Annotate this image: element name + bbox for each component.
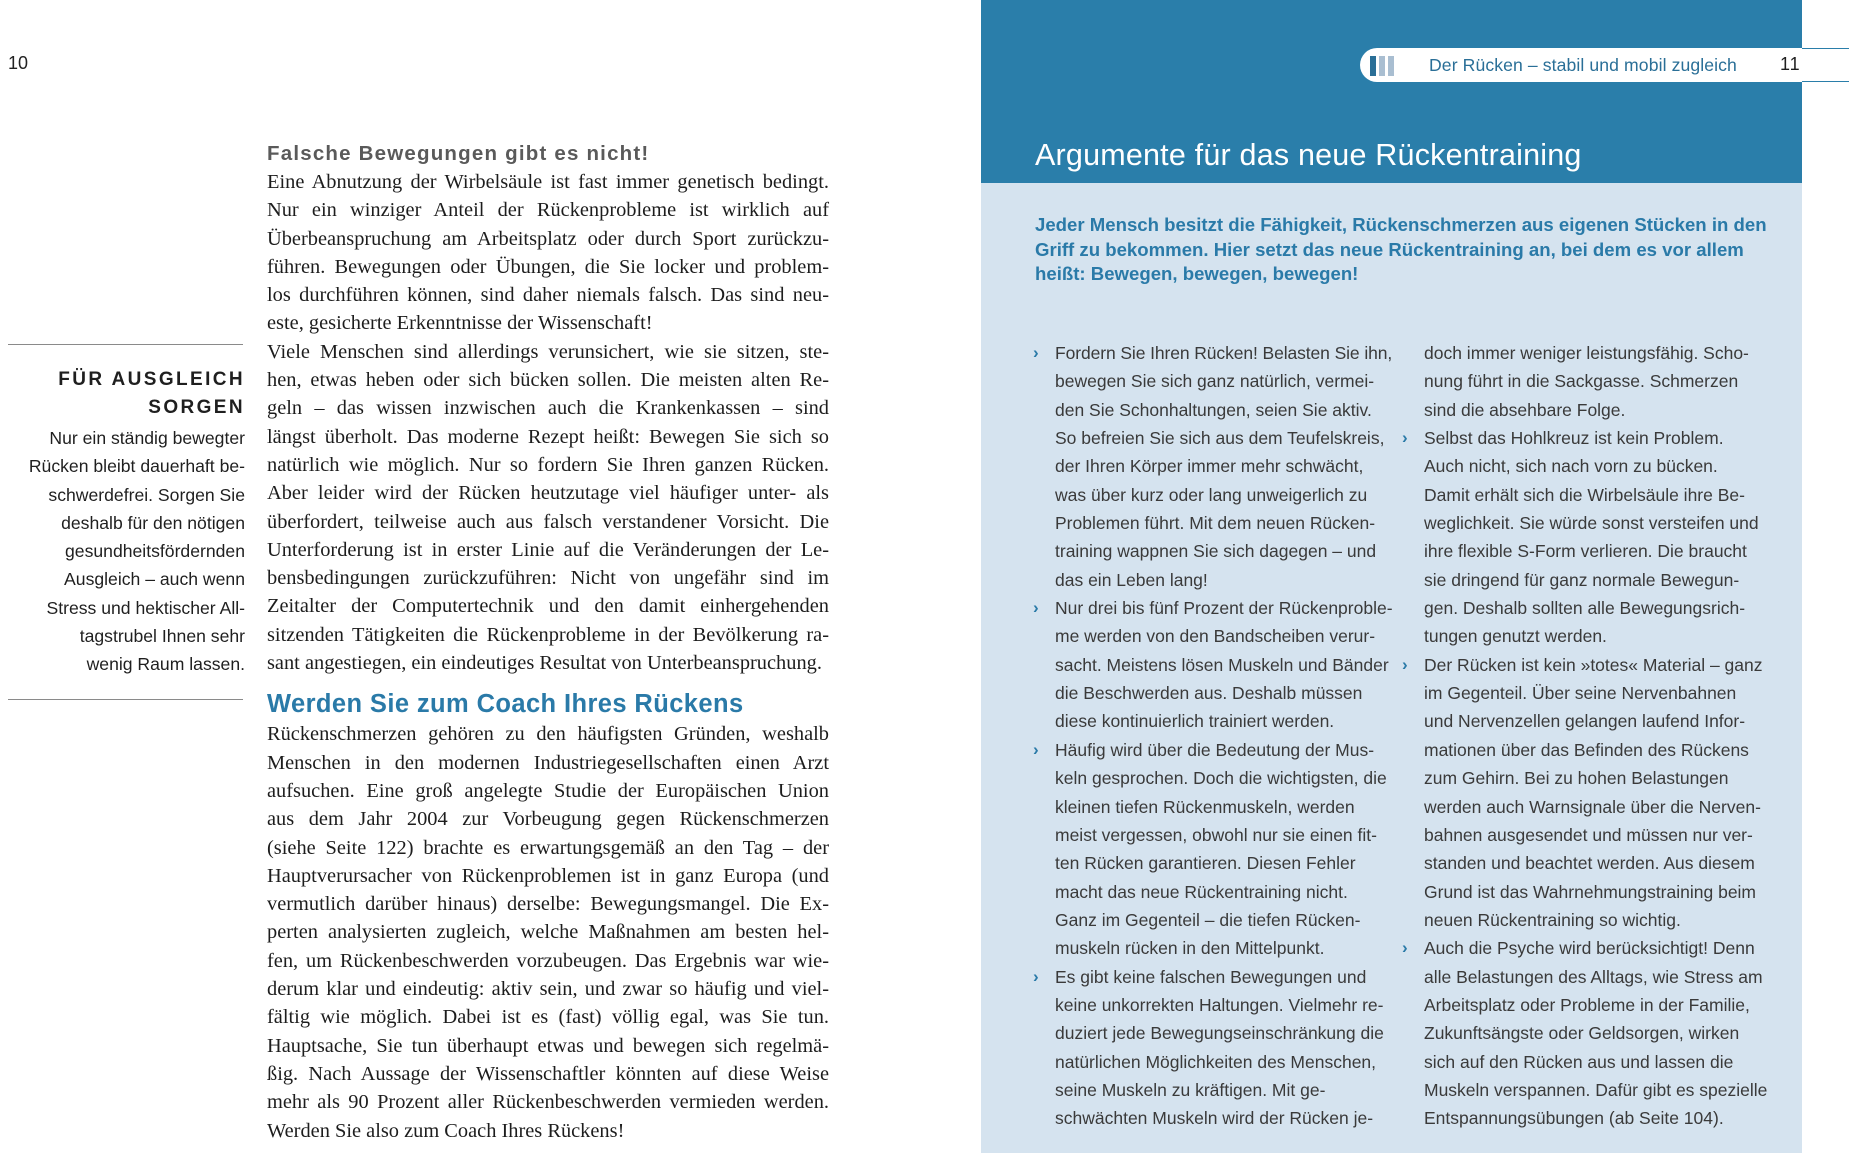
text-line: Aber leider wird der Rücken heutzutage viel häufiger unter- als	[267, 482, 829, 505]
list-item-line: Arbeitsplatz oder Probleme in der Familie,	[1424, 994, 1750, 1015]
chapter-marker-bar	[1379, 56, 1385, 76]
text-line: (siehe Seite 122) brachte es erwartungsgemäß an den Tag – der	[267, 836, 829, 859]
text-line: führen. Bewegungen oder Übungen, die Sie locker und problem-	[267, 255, 829, 278]
list-item-line: das ein Leben lang!	[1055, 569, 1208, 590]
list-item-line: Fordern Sie Ihren Rücken! Belasten Sie ihn,	[1055, 343, 1393, 363]
panel-list-left-column	[1033, 339, 1395, 1133]
text-line: deshalb für den nötigen	[61, 512, 245, 533]
sidebar-title-line: FÜR AUSGLEICH	[58, 369, 245, 390]
section2-paragraph	[267, 720, 829, 1144]
chapter-marker-bar-active	[1370, 56, 1376, 76]
list-item-line: den Sie Schonhaltungen, seien Sie aktiv.	[1055, 399, 1372, 420]
list-item-line: diese kontinuierlich trainiert werden.	[1055, 711, 1335, 732]
running-header-title: Der Rücken – stabil und mobil zugleich	[1429, 55, 1737, 75]
sidebar-body	[0, 424, 245, 679]
list-item-line: ten Rücken garantieren. Diesen Fehler	[1055, 853, 1356, 874]
text-line: Ausgleich – auch wenn	[64, 569, 245, 590]
list-item-line: der Ihren Körper immer mehr schwächt,	[1055, 456, 1364, 477]
list-item-line: Selbst das Hohlkreuz ist kein Problem.	[1424, 428, 1724, 449]
text-line: aus dem Jahr 2004 zur Vorbeugung gegen Rückenschmerzen	[267, 808, 829, 831]
text-line: schwerdefrei. Sorgen Sie	[48, 484, 245, 505]
text-line: vermutlich darüber hinaus) derselbe: Bewegungsmangel. Die Ex-	[267, 893, 829, 916]
text-line: Stress und hektischer All-	[46, 597, 245, 618]
text-line: mehr als 90 Prozent aller Rückenbeschwerden vermieden werden.	[267, 1091, 829, 1114]
text-line: derum klar und eindeutig: aktiv sein, und zwar so häufig und viel-	[267, 978, 829, 1001]
list-item-line: muskeln rücken in den Mittelpunkt.	[1055, 938, 1325, 959]
list-item-line: kleinen tiefen Rückenmuskeln, werden	[1055, 796, 1355, 817]
text-line: Nur ein winziger Anteil der Rückenprobleme ist wirklich auf	[267, 199, 829, 222]
list-item-line: seine Muskeln zu kräftigen. Mit ge-	[1055, 1079, 1326, 1100]
list-item-line: und Nervenzellen gelangen laufend Infor-	[1424, 711, 1746, 732]
text-line: perten analysierten zugleich, welche Maßnahmen am besten hel-	[267, 921, 829, 944]
list-item-line: mationen über das Befinden des Rückens	[1424, 739, 1749, 760]
text-line: gesundheitsfördernden	[65, 541, 245, 562]
list-item-line: Ganz im Gegenteil – die tiefen Rücken-	[1055, 909, 1361, 930]
sidebar-title	[8, 366, 245, 422]
text-line: Griff zu bekommen. Hier setzt das neue Rückentraining an, bei dem es vor allem	[1035, 238, 1744, 260]
list-item-line: die Beschwerden aus. Deshalb müssen	[1055, 683, 1363, 704]
text-line: tagstrubel Ihnen sehr	[79, 626, 245, 647]
list-item-line: keln gesprochen. Doch die wichtigsten, die	[1055, 768, 1387, 789]
list-item	[1424, 339, 1784, 424]
list-item-line: sich auf den Rücken aus und lassen die	[1424, 1051, 1734, 1072]
list-item-line: nung führt in die Sackgasse. Schmerzen	[1424, 371, 1739, 392]
list-item-line: zum Gehirn. Bei zu hohen Belastungen	[1424, 768, 1729, 789]
list-item-line: standen und beachtet werden. Aus diesem	[1424, 853, 1755, 874]
list-item-line: natürlichen Möglichkeiten des Menschen,	[1055, 1051, 1377, 1072]
panel-title: Argumente für das neue Rückentraining	[1035, 138, 1582, 172]
section-heading-coach: Werden Sie zum Coach Ihres Rückens	[267, 690, 744, 719]
list-item	[1033, 339, 1395, 594]
list-item-line: tungen genutzt werden.	[1424, 626, 1607, 647]
text-line: natürlich wie möglich. Nur so fordern Sie Ihren ganzen Rücken.	[267, 453, 829, 476]
main-column	[267, 140, 829, 1145]
chevron-right-icon: ›	[1402, 938, 1408, 958]
sidebar-title-line: SORGEN	[148, 397, 245, 418]
text-line: Viele Menschen sind allerdings verunsichert, wie sie sitzen, ste-	[267, 340, 829, 363]
list-item-line: Es gibt keine falschen Bewegungen und	[1055, 966, 1367, 987]
text-line: sant angestiegen, ein eindeutiges Resultat von Unterbeanspruchung.	[267, 652, 822, 675]
list-item-line: Nur drei bis fünf Prozent der Rückenproble-	[1055, 598, 1393, 619]
list-item-line: sacht. Meistens lösen Muskeln und Bänder	[1055, 654, 1389, 675]
text-line: fältig wie möglich. Dabei ist es (fast) völlig egal, was Sie tun.	[267, 1006, 829, 1029]
list-item-line: keine unkorrekten Haltungen. Vielmehr re-	[1055, 994, 1384, 1015]
list-item-line: Problemen führt. Mit dem neuen Rücken-	[1055, 513, 1376, 534]
text-line: geln – das wissen inzwischen auch die Krankenkassen – sind	[267, 397, 829, 420]
text-line: Jeder Mensch besitzt die Fähigkeit, Rückenschmerzen aus eigenen Stücken in den	[1035, 214, 1767, 235]
list-item-line: was über kurz oder lang unweigerlich zu	[1055, 484, 1368, 505]
list-item-line: So befreien Sie sich aus dem Teufelskreis,	[1055, 428, 1385, 449]
list-item	[1033, 963, 1395, 1133]
list-item	[1402, 934, 1784, 1132]
list-item	[1402, 651, 1784, 934]
section1-paragraph2	[267, 338, 829, 678]
list-item-line: Häufig wird über die Bedeutung der Mus-	[1055, 739, 1375, 760]
list-item-line: neuen Rückentraining so wichtig.	[1424, 909, 1681, 930]
text-line: Hauptverursacher von Rückenproblemen ist in ganz Europa (und	[267, 864, 829, 887]
list-item-line: sind die absehbare Folge.	[1424, 399, 1626, 420]
text-line: ßig. Nach Aussage der Wissenschaftler könnten auf diese Weise	[267, 1062, 829, 1085]
chevron-right-icon: ›	[1033, 966, 1039, 986]
list-item-line: bewegen Sie sich ganz natürlich, vermei-	[1055, 371, 1375, 392]
text-line: überfordert, teilweise auch aus falsch verstandener Vorsicht. Die	[267, 510, 829, 533]
running-header-rule	[1802, 48, 1849, 82]
list-item-line: Auch nicht, sich nach vorn zu bücken.	[1424, 456, 1718, 477]
chevron-right-icon: ›	[1033, 598, 1039, 618]
section1-paragraph1	[267, 168, 829, 338]
list-item-line: ihre flexible S-Form verlieren. Die braucht	[1424, 541, 1747, 562]
list-item-line: im Gegenteil. Über seine Nervenbahnen	[1424, 683, 1737, 704]
list-item-line: schwächten Muskeln wird der Rücken je-	[1055, 1108, 1374, 1129]
list-item-line: sie dringend für ganz normale Bewegun-	[1424, 569, 1740, 590]
text-line: Menschen in den modernen Industriegesellschaften einen Arzt	[267, 751, 829, 774]
text-line: este, gesicherte Erkenntnisse der Wissenschaft!	[267, 312, 653, 335]
list-item	[1033, 594, 1395, 736]
text-line: Nur ein ständig bewegter	[49, 428, 245, 448]
text-line: längst überholt. Das moderne Rezept heißt: Bewegen Sie sich so	[267, 425, 829, 448]
text-line: Hauptsache, Sie tun überhaupt etwas und bewegen sich regelmä-	[267, 1034, 829, 1057]
text-line: aufsuchen. Eine groß angelegte Studie der Europäischen Union	[267, 779, 829, 802]
page-number-left: 10	[8, 53, 29, 73]
panel-intro	[1035, 213, 1780, 287]
list-item-line: Der Rücken ist kein »totes« Material – ganz	[1424, 654, 1763, 675]
list-item-line: doch immer weniger leistungsfähig. Scho-	[1424, 343, 1749, 363]
list-item-line: meist vergessen, obwohl nur sie einen fit-	[1055, 824, 1377, 845]
section-heading-falsche-bewegungen: Falsche Bewegungen gibt es nicht!	[267, 142, 650, 165]
chapter-marker-bar	[1388, 56, 1394, 76]
text-line: Rückenschmerzen gehören zu den häufigsten Gründen, weshalb	[267, 723, 829, 746]
chevron-right-icon: ›	[1402, 654, 1408, 674]
text-line: Rücken bleibt dauerhaft be-	[28, 456, 245, 477]
text-line: Zeitalter der Computertechnik und den damit einhergehenden	[267, 595, 829, 618]
panel-list-right-column	[1402, 339, 1784, 1133]
text-line: wenig Raum lassen.	[86, 654, 245, 675]
list-item-line: Auch die Psyche wird berücksichtigt! Denn	[1424, 938, 1755, 959]
chevron-right-icon: ›	[1033, 739, 1039, 759]
list-item-line: werden auch Warnsignale über die Nerven-	[1424, 796, 1761, 817]
list-item-line: macht das neue Rückentraining nicht.	[1055, 881, 1348, 902]
text-line: Unterforderung ist in erster Linie auf die Veränderungen der Le-	[267, 538, 829, 561]
sidebar-divider-top	[8, 344, 243, 345]
text-line: los durchführen können, sind daher niemals falsch. Das sind neu-	[267, 284, 829, 307]
list-item-line: Entspannungsübungen (ab Seite 104).	[1424, 1108, 1724, 1129]
list-item	[1402, 424, 1784, 651]
list-item	[1033, 736, 1395, 963]
chevron-right-icon: ›	[1402, 428, 1408, 448]
chevron-right-icon: ›	[1033, 343, 1039, 362]
text-line: Überbeanspruchung am Arbeitsplatz oder durch Sport zurückzu-	[267, 227, 829, 250]
sidebar-divider-bottom	[8, 699, 243, 700]
list-item-line: training wappnen Sie sich dagegen – und	[1055, 541, 1377, 562]
text-line: Werden Sie also zum Coach Ihres Rückens!	[267, 1119, 625, 1142]
text-line: heißt: Bewegen, bewegen, bewegen!	[1035, 263, 1359, 285]
text-line: Eine Abnutzung der Wirbelsäule ist fast immer genetisch bedingt.	[267, 171, 829, 193]
list-item-line: bahnen ausgesendet und müssen nur ver-	[1424, 824, 1753, 845]
list-item-line: Muskeln verspannen. Dafür gibt es spezielle	[1424, 1079, 1768, 1100]
list-item-line: alle Belastungen des Alltags, wie Stress am	[1424, 966, 1763, 987]
page-number-right: 11	[1780, 54, 1801, 74]
list-item-line: gen. Deshalb sollten alle Bewegungsrich-	[1424, 598, 1746, 619]
text-line: sitzenden Tätigkeiten die Rückenprobleme in der Bevölkerung ra-	[267, 623, 829, 646]
text-line: bensbedingungen zurückzuführen: Nicht von ungefähr sind im	[267, 567, 829, 590]
list-item-line: me werden von den Bandscheiben verur-	[1055, 626, 1376, 647]
list-item-line: weglichkeit. Sie würde sonst versteifen und	[1424, 513, 1759, 534]
list-item-line: duziert jede Bewegungseinschränkung die	[1055, 1023, 1384, 1044]
text-line: hen, etwas heben oder sich bücken sollen. Die meisten alten Re-	[267, 369, 829, 392]
list-item-line: Damit erhält sich die Wirbelsäule ihre Be-	[1424, 484, 1745, 505]
list-item-line: Grund ist das Wahrnehmungstraining beim	[1424, 881, 1757, 902]
list-item-line: Zukunftsängste oder Geldsorgen, wirken	[1424, 1023, 1740, 1044]
text-line: fen, um Rückenbeschwerden vorzubeugen. Das Ergebnis war wie-	[267, 949, 829, 972]
